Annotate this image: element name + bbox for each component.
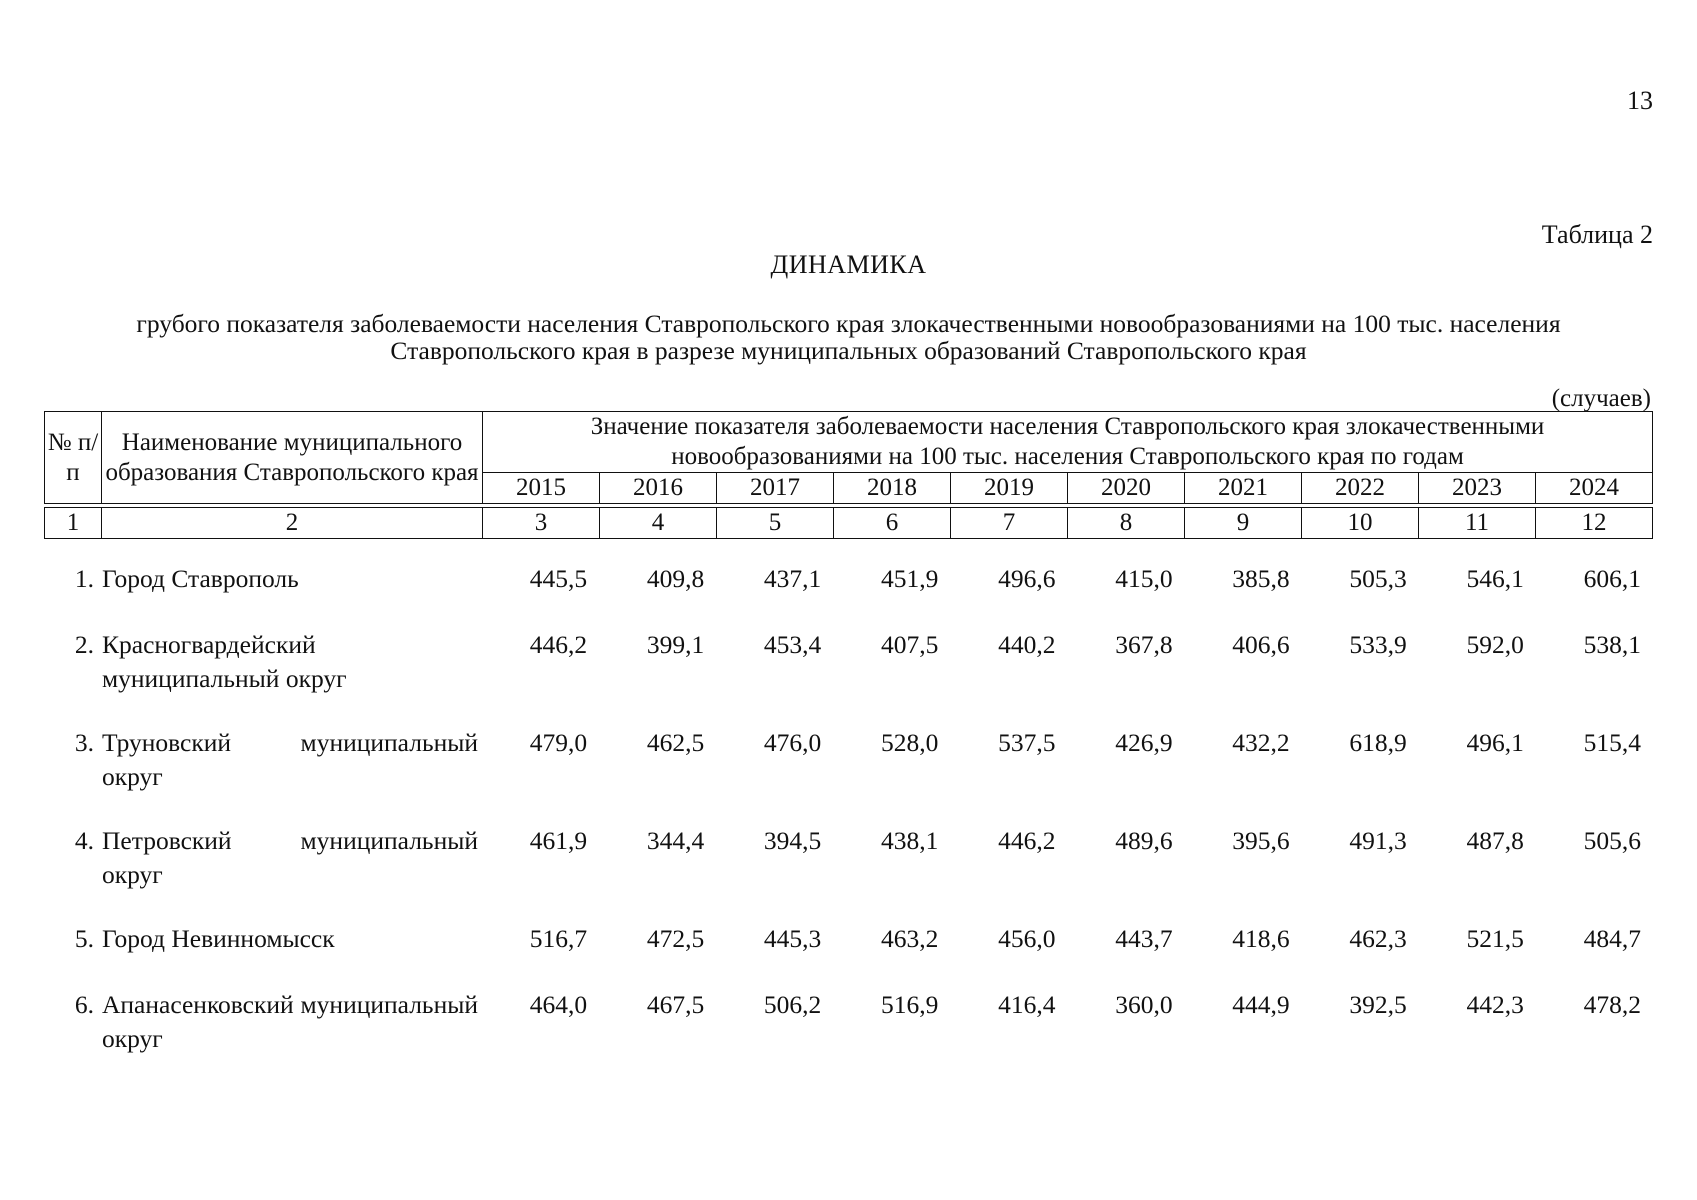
value-cell: 416,4 (998, 990, 1056, 1019)
value-cell: 440,2 (998, 630, 1056, 659)
column-number: 3 (483, 508, 600, 539)
column-number: 5 (717, 508, 834, 539)
column-number: 7 (951, 508, 1068, 539)
column-number: 4 (600, 508, 717, 539)
document-title: ДИНАМИКА (770, 250, 927, 279)
row-number: 1. (74, 564, 94, 593)
column-number: 12 (1536, 508, 1653, 539)
page-number: 13 (1627, 86, 1653, 115)
header-name: Наименование муниципального образования Ставропольского края (102, 412, 483, 504)
subtitle-line-2: Ставропольского края в разрезе муниципальных образований Ставропольского края (390, 336, 1307, 365)
value-cell: 472,5 (646, 924, 705, 953)
header-year: 2024 (1536, 473, 1653, 504)
municipality-name: Город Ставрополь (102, 564, 299, 593)
column-number: 1 (45, 508, 102, 539)
row-number: 3. (74, 728, 94, 757)
value-cell: 484,7 (1583, 924, 1641, 953)
row-number: 6. (74, 990, 94, 1019)
value-cell: 618,9 (1349, 728, 1407, 757)
value-cell: 606,1 (1583, 564, 1641, 593)
value-cell: 521,5 (1466, 924, 1524, 953)
value-cell: 446,2 (998, 826, 1056, 855)
value-cell: 415,0 (1115, 564, 1173, 593)
table-label: Таблица 2 (1541, 220, 1653, 249)
value-cell: 461,9 (529, 826, 588, 855)
value-cell: 546,1 (1466, 564, 1524, 593)
value-cell: 445,3 (763, 924, 822, 953)
table-row (44, 988, 1653, 1086)
municipality-name: Апанасенковский муниципальный округ (102, 990, 478, 1053)
value-cell: 438,1 (881, 826, 939, 855)
header-year: 2019 (951, 473, 1068, 504)
value-cell: 395,6 (1232, 826, 1290, 855)
table-row (44, 562, 1653, 628)
value-cell: 407,5 (881, 630, 939, 659)
table-row (44, 726, 1653, 824)
value-cell: 442,3 (1466, 990, 1524, 1019)
municipality-name: Труновский муниципальный округ (102, 728, 478, 791)
column-number: 2 (102, 508, 483, 539)
header-number: № п/п (45, 412, 102, 504)
value-cell: 592,0 (1466, 630, 1524, 659)
value-cell: 516,7 (529, 924, 588, 953)
header-year: 2016 (600, 473, 717, 504)
table-header (44, 411, 1653, 539)
value-cell: 406,6 (1232, 630, 1290, 659)
value-cell: 453,4 (763, 630, 822, 659)
municipality-name: Город Невинномысск (102, 924, 335, 953)
value-cell: 537,5 (998, 728, 1056, 757)
subtitle-line-1: грубого показателя заболеваемости населения Ставропольского края злокачественными новообразованиями на 100 тыс. населения (136, 309, 1561, 338)
table-row (44, 824, 1653, 922)
value-cell: 437,1 (763, 564, 822, 593)
value-cell: 462,3 (1349, 924, 1407, 953)
column-number: 9 (1185, 508, 1302, 539)
value-cell: 385,8 (1232, 564, 1290, 593)
value-cell: 528,0 (881, 728, 939, 757)
value-cell: 443,7 (1115, 924, 1173, 953)
value-cell: 496,6 (998, 564, 1056, 593)
value-cell: 505,3 (1349, 564, 1407, 593)
value-cell: 462,5 (646, 728, 705, 757)
value-cell: 418,6 (1232, 924, 1290, 953)
value-cell: 516,9 (881, 990, 939, 1019)
value-cell: 467,5 (646, 990, 705, 1019)
column-numbers-row (45, 508, 1653, 539)
value-cell: 487,8 (1466, 826, 1524, 855)
value-cell: 451,9 (881, 564, 939, 593)
value-cell: 432,2 (1232, 728, 1290, 757)
value-cell: 426,9 (1115, 728, 1173, 757)
value-cell: 478,2 (1583, 990, 1641, 1019)
value-cell: 506,2 (763, 990, 822, 1019)
header-year: 2020 (1068, 473, 1185, 504)
header-year: 2023 (1419, 473, 1536, 504)
value-cell: 444,9 (1232, 990, 1290, 1019)
header-year: 2015 (483, 473, 600, 504)
value-cell: 496,1 (1466, 728, 1524, 757)
value-cell: 505,6 (1583, 826, 1641, 855)
value-cell: 479,0 (529, 728, 588, 757)
value-cell: 445,5 (529, 564, 588, 593)
row-number: 4. (74, 826, 94, 855)
value-cell: 446,2 (529, 630, 588, 659)
value-cell: 399,1 (646, 630, 705, 659)
value-cell: 360,0 (1115, 990, 1173, 1019)
header-year: 2017 (717, 473, 834, 504)
column-number: 11 (1419, 508, 1536, 539)
data-table (44, 562, 1653, 1086)
value-cell: 409,8 (646, 564, 705, 593)
value-cell: 367,8 (1115, 630, 1173, 659)
column-number: 6 (834, 508, 951, 539)
value-cell: 463,2 (881, 924, 939, 953)
units-label: (случаев) (1551, 385, 1651, 412)
value-cell: 464,0 (529, 990, 588, 1019)
document-subtitle (44, 310, 1653, 364)
municipality-name: Красногвардейский муниципальный округ (102, 630, 347, 693)
header-year: 2022 (1302, 473, 1419, 504)
value-cell: 489,6 (1115, 826, 1173, 855)
row-number: 2. (74, 630, 94, 659)
value-cell: 533,9 (1349, 630, 1407, 659)
value-cell: 491,3 (1349, 826, 1407, 855)
row-number: 5. (74, 924, 94, 953)
value-cell: 392,5 (1349, 990, 1407, 1019)
value-cell: 538,1 (1583, 630, 1641, 659)
municipality-name: Петровский муниципальный округ (102, 826, 478, 889)
value-cell: 344,4 (646, 826, 705, 855)
header-group: Значение показателя заболеваемости населения Ставропольского края злокачественными новообразованиями на 100 тыс. населения Ставропольского края по годам (483, 412, 1653, 473)
value-cell: 515,4 (1583, 728, 1641, 757)
table-row (44, 922, 1653, 988)
value-cell: 394,5 (763, 826, 822, 855)
table-row (44, 628, 1653, 726)
header-year: 2021 (1185, 473, 1302, 504)
column-number: 10 (1302, 508, 1419, 539)
value-cell: 456,0 (998, 924, 1056, 953)
column-number: 8 (1068, 508, 1185, 539)
header-year: 2018 (834, 473, 951, 504)
value-cell: 476,0 (763, 728, 822, 757)
